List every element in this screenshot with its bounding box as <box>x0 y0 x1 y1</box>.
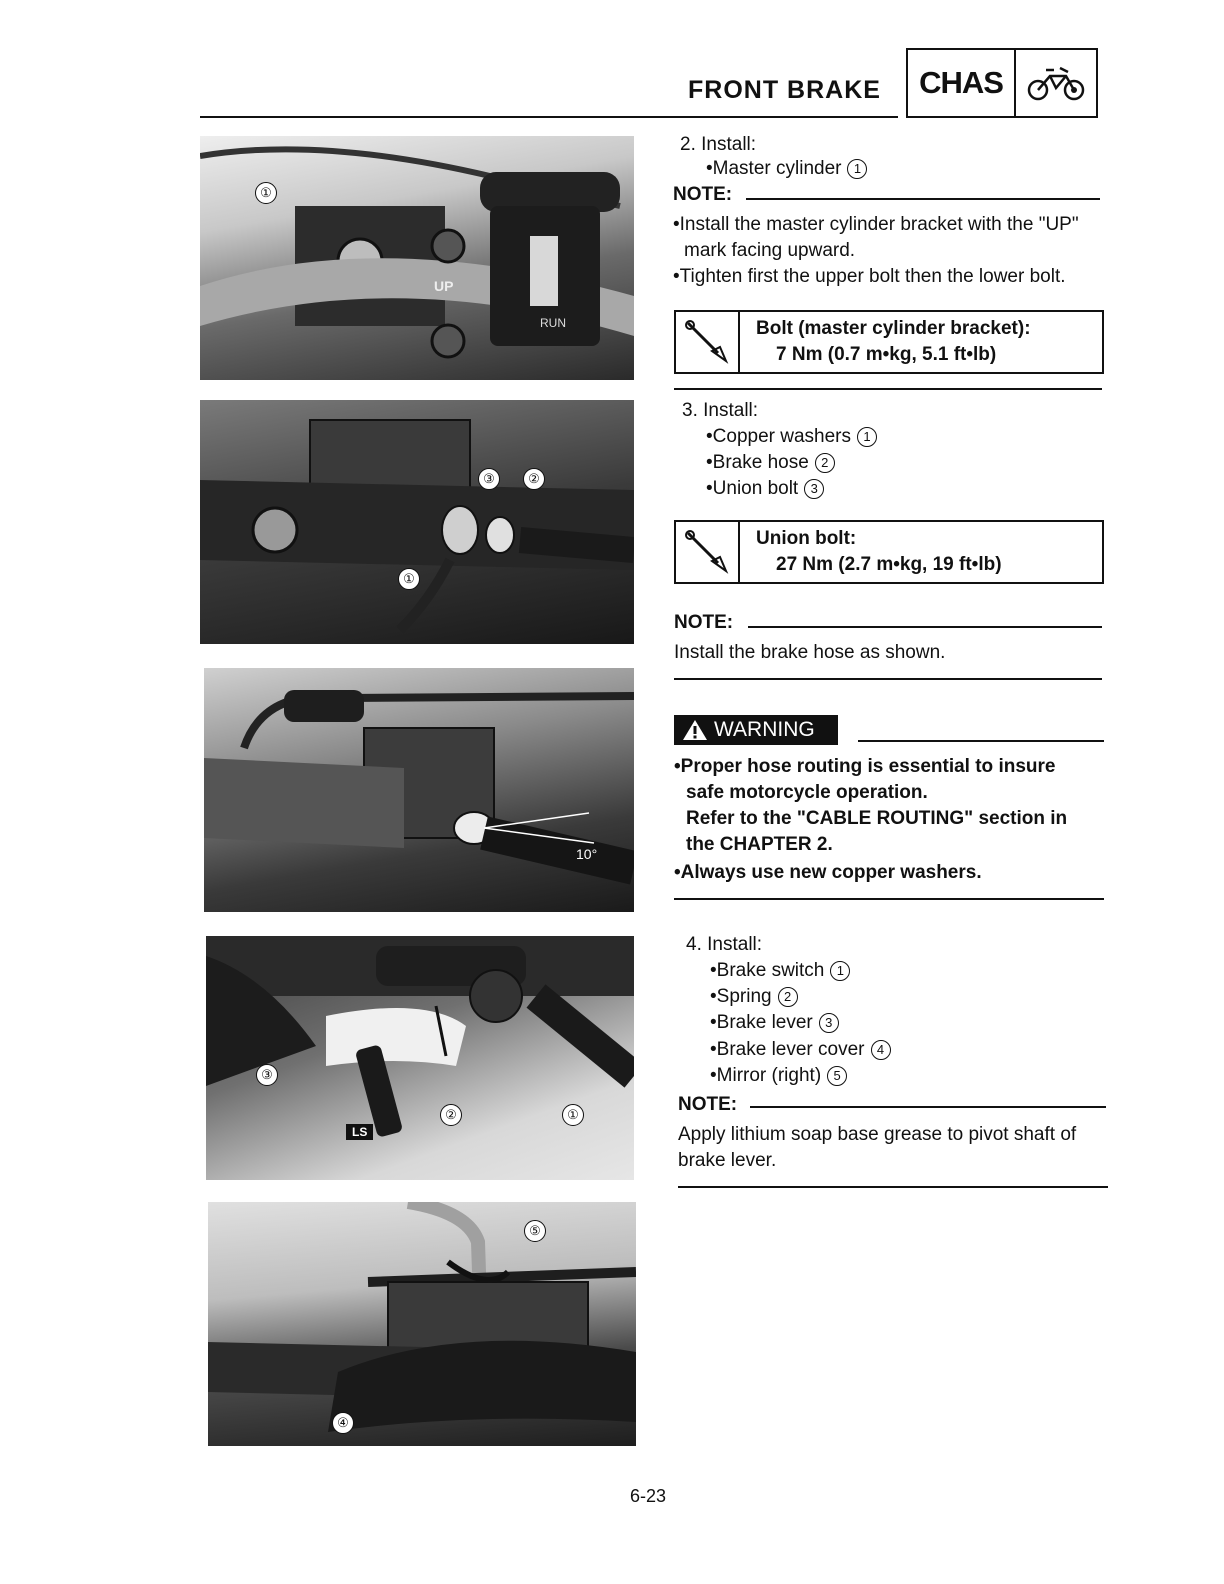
step4-item-3 <box>710 1010 839 1036</box>
step3-item2-text: •Brake hose <box>706 452 809 473</box>
step4-item5-text: •Mirror (right) <box>710 1065 822 1086</box>
step3-item-2 <box>706 450 835 476</box>
step4-item2-text: •Spring <box>710 986 772 1007</box>
torque-value: 27 Nm (2.7 m•kg, 19 ft•lb) <box>776 554 1002 575</box>
step4-item3-number: 3 <box>819 1013 839 1033</box>
step3-item1-text: •Copper washers <box>706 426 851 447</box>
callout-3: ③ <box>478 468 500 490</box>
step3-note-rule <box>748 626 1102 628</box>
header-rule <box>200 116 898 118</box>
step3-item2-number: 2 <box>815 453 835 473</box>
warning-line3: Refer to the "CABLE ROUTING" section in <box>686 808 1068 829</box>
torque-title: Union bolt: <box>756 528 857 549</box>
callout-4: ④ <box>332 1412 354 1434</box>
step2-item-text: •Master cylinder <box>706 158 842 179</box>
warning-badge <box>674 715 838 745</box>
step4-item1-number: 1 <box>830 961 850 981</box>
step2-heading: 2. Install: <box>680 134 757 155</box>
up-mark: UP <box>434 278 454 294</box>
step2-item-number: 1 <box>847 159 867 179</box>
step2-note-line1b: mark facing upward. <box>684 240 856 261</box>
step4-note-line2: brake lever. <box>678 1150 777 1171</box>
step4-end-rule <box>678 1186 1108 1188</box>
torque-box-master-cylinder <box>674 310 1104 374</box>
torque-box-union-bolt <box>674 520 1104 584</box>
photo-hose-angle <box>204 668 634 912</box>
step4-note-line1: Apply lithium soap base grease to pivot shaft of <box>678 1124 1077 1145</box>
step4-item5-number: 5 <box>827 1066 847 1086</box>
torque-value: 7 Nm (0.7 m•kg, 5.1 ft•lb) <box>776 344 997 365</box>
callout-1: ① <box>255 182 277 204</box>
section-badge <box>906 48 1098 118</box>
run-label: RUN <box>540 316 566 330</box>
warning-line5: •Always use new copper washers. <box>674 862 982 883</box>
warning-end-rule <box>674 898 1104 900</box>
step3-item1-number: 1 <box>857 427 877 447</box>
step4-item4-number: 4 <box>871 1040 891 1060</box>
section-label: CHAS <box>908 50 1016 116</box>
step3-item3-text: •Union bolt <box>706 478 799 499</box>
callout-2: ② <box>523 468 545 490</box>
step4-item-4 <box>710 1037 891 1063</box>
warning-line4: the CHAPTER 2. <box>686 834 833 855</box>
warning-label: WARNING <box>714 718 815 741</box>
torque-wrench-icon <box>676 312 740 372</box>
step4-item-5 <box>710 1063 847 1089</box>
callout-3: ③ <box>256 1064 278 1086</box>
torque-title: Bolt (master cylinder bracket): <box>756 318 1031 339</box>
callout-1: ① <box>398 568 420 590</box>
step4-item4-text: •Brake lever cover <box>710 1039 865 1060</box>
step2-end-rule <box>674 388 1102 390</box>
photo-brake-hose <box>200 400 634 644</box>
step3-item3-number: 3 <box>804 479 824 499</box>
page-number: 6-23 <box>630 1486 667 1506</box>
step4-item1-text: •Brake switch <box>710 960 825 981</box>
step4-note-label: NOTE: <box>678 1094 738 1115</box>
photo-brake-lever <box>206 936 634 1180</box>
torque-wrench-icon <box>676 522 740 582</box>
step2-note-line1a: •Install the master cylinder bracket with the "UP" <box>673 214 1079 235</box>
step3-item-1 <box>706 424 877 450</box>
photo-mirror <box>208 1202 636 1446</box>
step3-end-rule <box>674 678 1102 680</box>
motorcycle-icon <box>1016 50 1096 116</box>
step4-item-2 <box>710 984 798 1010</box>
callout-5: ⑤ <box>524 1220 546 1242</box>
angle-label: 10° <box>576 846 598 862</box>
warning-line2: safe motorcycle operation. <box>686 782 928 803</box>
callout-2: ② <box>440 1104 462 1126</box>
lithium-grease-symbol: LS <box>346 1124 373 1140</box>
step4-item2-number: 2 <box>778 987 798 1007</box>
step2-note-rule <box>746 198 1100 200</box>
step3-note-text: Install the brake hose as shown. <box>674 642 946 663</box>
warning-line1: •Proper hose routing is essential to insure <box>674 756 1056 777</box>
step4-note-rule <box>750 1106 1106 1108</box>
step2-note-label: NOTE: <box>673 184 733 205</box>
page-title: FRONT BRAKE <box>688 76 881 104</box>
step3-note-label: NOTE: <box>674 612 734 633</box>
step2-note-line2: •Tighten first the upper bolt then the lower bolt. <box>673 266 1066 287</box>
photo-master-cylinder <box>200 136 634 380</box>
step2-item <box>706 156 867 182</box>
warning-triangle-icon <box>682 719 708 741</box>
step4-heading: 4. Install: <box>686 934 763 955</box>
step4-item-1 <box>710 958 850 984</box>
step3-item-3 <box>706 476 824 502</box>
step3-heading: 3. Install: <box>682 400 759 421</box>
warning-head-rule <box>858 740 1104 742</box>
step4-item3-text: •Brake lever <box>710 1012 813 1033</box>
callout-1: ① <box>562 1104 584 1126</box>
